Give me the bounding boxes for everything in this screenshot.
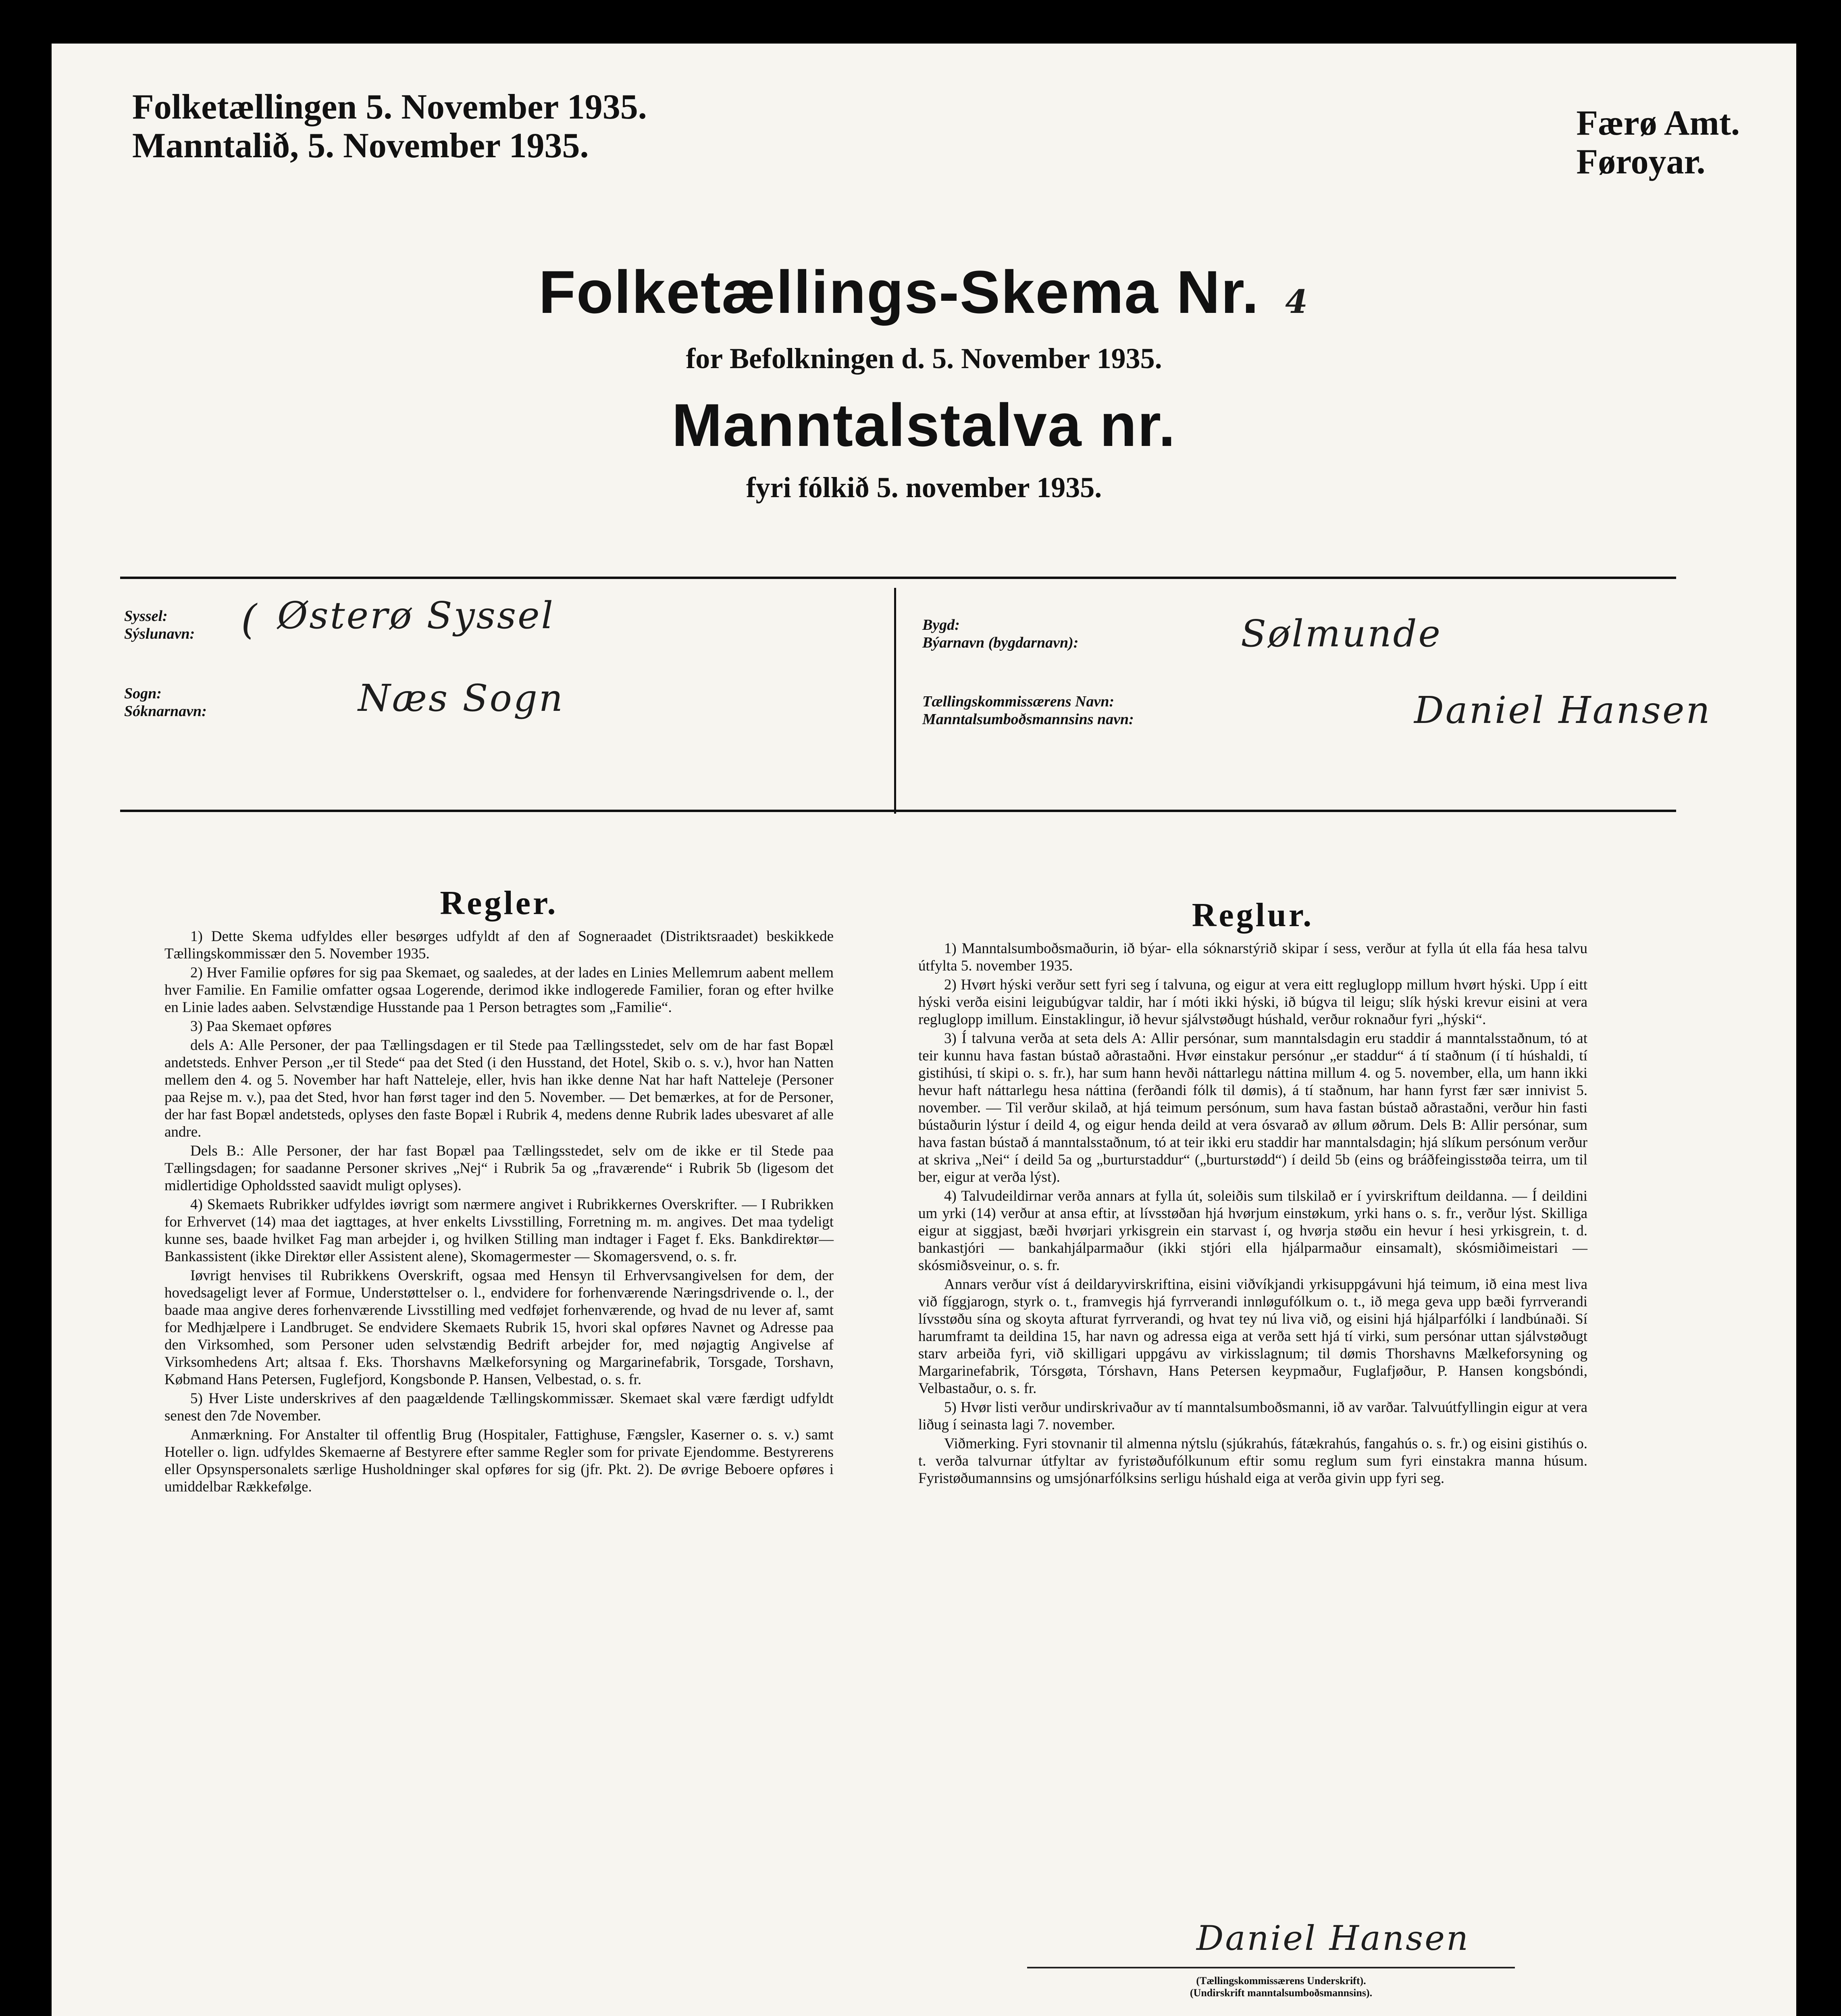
header-left [132,88,647,165]
fields-bottom-divider [120,810,1676,812]
header-title-faroese: Manntalið, 5. November 1935. [132,126,589,165]
bracket-mark: ( [241,596,259,643]
syssel-value: Østerø Syssel [277,594,555,637]
regler-rule-2: 2) Hver Familie opføres for sig paa Skemaet, og saaledes, at der lades en Linies Mellemrum aabent mellem hver Familie. En Familie omfatter ogsaa Logerende, derimod ikke indlogerede Familier, foran og efter hvilke en Linie lades aaben. Selvstændige Husstande paa 1 Person betragtes som „Familie“. [164,964,834,1016]
regler-rule-1: 1) Dette Skema udfyldes eller besørges udfyldt af den af Sogneraadet (Distriktsraadet) beskikkede Tællingskommissær den 5. November 1935. [164,928,834,962]
form-number-handwritten: 4 [1285,283,1309,321]
sogn-label-danish: Sogn: [124,685,162,702]
header-region-faroese: Føroyar. [1576,142,1706,181]
signature-handwritten: Daniel Hansen [1196,1918,1470,1958]
regler-rule-4-note: Iøvrigt henvises til Rubrikkens Overskrift, ogsaa med Hensyn til Erhvervsangivelsen for dem, der hovedsageligt lever af Formue, Understøttelser o. l., endvidere for forhenværende Næringsdrivende o. l., der baade maa angive deres forhenværende Livsstilling med vedføjet forhenværende, og hvad de nu lever af, samt for Medhjælpere i Landbruget. Se endvidere Skemaets Rubrik 15, hvori skal opføres Navnet og Adresse paa den Virksomhed, som Personer uden selvstændig Bedrift arbejder for, med nøjagtig Angivelse af Virksomhedens Art; altsaa f. Eks. Thorshavns Mælkeforsyning og Margarinefabrik, Torsgade, Torshavn, Købmand Hans Petersen, Fuglefjord, Kongsbonde P. Hansen, Velbestad, o. s. fr. [164,1267,834,1388]
fields-vertical-divider [894,588,896,814]
syssel-label-danish: Syssel: [124,608,168,625]
kommissaer-label-danish: Tællingskommissærens Navn: [922,693,1115,710]
form-title-manntal: Manntalstalva nr. [672,391,1176,459]
regler-rule-3b: Dels B.: Alle Personer, der har fast Bopæl paa Tællingsstedet, selv om de ikke er til Stede paa Tællingsdagen; for saadanne Personer skrives „Nej“ i Rubrik 5a og „fraværende“ i Rubrik 5b (ligesom det midlertidige Opholdssted saavidt muligt oplyses). [164,1143,834,1194]
header-title-danish: Folketællingen 5. November 1935. [132,87,647,127]
signature-caption [1100,1975,1462,1999]
reglur-rule-1: 1) Manntalsumboðsmaðurin, ið býar- ella sóknarstýrið skipar í sess, verður at fylla út ella fáa hesa talvu útfylta 5. november 1935. [918,940,1587,974]
form-title-skema [52,257,1796,327]
form-title-skema-text: Folketællings-Skema Nr. [539,258,1260,326]
header-region-danish: Færø Amt. [1576,104,1740,143]
kommissaer-value: Daniel Hansen [1414,689,1712,732]
reglur-rule-5: 5) Hvør listi verður undirskrivaður av tí manntalsumboðsmanni, ið av varðar. Talvuútfyllingin eigur at vera liðug í seinasta lagi 7. november. [918,1399,1587,1433]
regler-rule-4: 4) Skemaets Rubrikker udfyldes iøvrigt som nærmere angivet i Rubrikkernes Overskrifter. — I Rubrikken for Erhvervet (14) maa det iagttages, at hver enkelts Livsstilling, Forretning m. m. angives. Det maa tydeligt kunne ses, baade hvilket Fag man arbejder i, og hvilken Stilling man indtager i Faget f. Eks. Bankdirektør—Bankassistent (ikke Direktør eller Assistent alene), Skomagermester — Skomagersvend, o. s. fr. [164,1196,834,1265]
reglur-rule-4-note: Annars verður víst á deildaryvirskriftina, eisini viðvíkjandi yrkisuppgávuni hjá teimum, ið eina mest liva við fíggjarogn, styrk o. t., framvegis hjá fyrrverandi innløgufólkum o. t., ið mega geva upp bæði fyrrverandi lívsstøðu sína og skoyta afturat fyrrverandi, og hvat tey nú liva við, og eisini hjá hjálparfólki í landbúnaði. Sí harumframt ta deildina 15, har navn og adressa eiga at verða sett hjá tí virki, sum persónar uttan sjálvstøðugt starv arbeiða fyri, við skilligari uppgávu av virkisslagnum; til dømis Thorshavns Mælkeforsyning og Margarinefabrik, Tórsgøta, Tórshavn, Hans Petersen keypmaður, Fuglafjøður, P. Hansen kongsbóndi, Velbastaður, o. s. fr. [918,1276,1587,1397]
sogn-label-faroese: Sóknarnavn: [124,703,207,720]
regler-rule-5: 5) Hver Liste underskrives af den paagældende Tællingskommissær. Skemaet skal være færdigt udfyldt senest den 7de November. [164,1390,834,1424]
syssel-label-faroese: Sýslunavn: [124,625,195,642]
signature-line [1027,1967,1515,1968]
kommissaer-label-faroese: Manntalsumboðsmannsins navn: [922,711,1134,728]
regler-rule-3: 3) Paa Skemaet opføres [190,1018,332,1035]
reglur-column [918,896,1587,1487]
reglur-title: Reglur. [1192,896,1314,934]
regler-remark: Anmærkning. For Anstalter til offentlig Brug (Hospitaler, Fattighuse, Fængsler, Kaserner o. s. v.) samt Hoteller o. lign. udfyldes Skemaerne af Bestyrere efter samme Regler som for private Ejendomme. Bestyrerens eller Opsynspersonalets særlige Husholdninger skal opføres for sig (jfr. Pkt. 2). De øvrige Beboere opføres i umiddelbar Rækkefølge. [164,1427,834,1495]
regler-title: Regler. [440,884,558,922]
bygd-label-faroese: Býarnavn (bygdarnavn): [922,634,1079,651]
bygd-label [922,616,1078,652]
reglur-rule-4: 4) Talvudeildirnar verða annars at fylla út, soleiðis sum tilskilað er í yvirskriftum deildanna. — Í deildini um yrki (14) verður at ansa eftir, at lívsstøðan hjá hvørjum einstøkum, yrki hans o. s. fr., verður lýst. Skilliga eigur at siggjast, bæði hvørjari yrkisgrein ein starvast í, og hvørja støðu ein hevur í hesi yrkisgrein, t. d. bankastjóri — bankahjálparmaður (ikki stjóri ella hjálparmaður einsamalt), skósmiðimeistari — skósmiðsveinur, o. s. fr. [918,1188,1587,1274]
reglur-remark: Viðmerking. Fyri stovnanir til almenna nýtslu (sjúkrahús, fátækrahús, fangahús o. s. fr.) og eisini gistihús o. t. verða talvurnar útfyltar av fyristøðufólkunum eftir somu reglum sum fyri einstakra manna húsum. Fyristøðumannsins og umsjónarfólksins serligu húshald eiga at verða givin upp fyri seg. [918,1435,1587,1487]
census-form-page [52,44,1796,2016]
form-subtitle-danish: for Befolkningen d. 5. November 1935. [686,342,1162,375]
regler-rule-3a: dels A: Alle Personer, der paa Tællingsdagen er til Stede paa Tællingsstedet, selv om de har fast Bopæl andetsteds. Enhver Person „er til Stede“ paa det Sted (i den Husstand, det Hotel, Skib o. s. v.), hvor han Natten mellem den 4. og 5. November har haft Natteleje, eller, hvis han ikke denne Nat har haft Natteleje (Personer paa Rejse m. v.), paa det Sted, hvor han først tager ind den 5. November. — Det bemærkes, at for de Personer, der har fast Bopæl andetsteds, oplyses den faste Bopæl i Rubrik 4, medens denne Rubrik lades ubesvaret af alle andre. [164,1037,834,1140]
reglur-rule-2: 2) Hvørt hýski verður sett fyri seg í talvuna, og eigur at vera eitt regluglopp millum hvørt hýski. Upp í eitt hýski verða eisini leigubúgvar taldir, har í móti ikki hýski, ið búgva til leigu; slík hýski krevur eisini at vera regluglopp imillum. Einstaklingur, ið hevur sjálvstøðugt húshald, verður roknaður fyri „hýski“. [918,977,1587,1028]
top-divider [120,577,1676,579]
sogn-label [124,685,207,720]
regler-column [164,884,834,1495]
kommissaer-label [922,693,1134,728]
bygd-label-danish: Bygd: [922,616,960,633]
header-right [1576,104,1740,181]
syssel-label [124,607,195,643]
signature-caption-faroese: (Undirskrift manntalsumboðsmannsins). [1190,1987,1373,1999]
signature-caption-danish: (Tællingskommissærens Underskrift). [1196,1975,1366,1987]
reglur-rule-3: 3) Í talvuna verða at seta dels A: Allir persónar, sum manntalsdagin eru staddir á manntalsstaðnum, tó at teir kunnu hava fastan bústað aðrastaðni. Hvør einstakur persónur „er staddur“ á tí staðnum (í tí húshaldi, tí gistihúsi, tí skipi o. s. fr.), har sum hann hevði náttarlegu náttina millum 4. og 5. november, ella, um hann ikki hevur haft náttarlegu hesa náttina (ferðandi fólk til dømis), á tí staðnum, har hann fyrst fær sær innivist 5. november. — Til verður skilað, at hjá teimum persónum, sum hava fastan bústað aðrastaðni, verður hin fasti bústaðurin lýstur í deild 4, og eigur henda deild at vera ósvarað av øllum øðrum. Dels B: Allir persónar, sum hava fastan bústað á manntalsstaðnum, tó at teir ikki eru staddir har manntalsdagin; hjá slíkum persónum verður at skriva „Nei“ í deild 5a og „burturstaddur“ („burturstødd“) í deild 5b (eins og bráðfeingisstøða teirra, um til ber, eigur at verða lýst). [918,1030,1587,1185]
sogn-value: Næs Sogn [358,677,564,720]
bygd-value: Sølmunde [1241,612,1442,655]
form-subtitle-faroese: fyri fólkið 5. november 1935. [746,471,1102,504]
